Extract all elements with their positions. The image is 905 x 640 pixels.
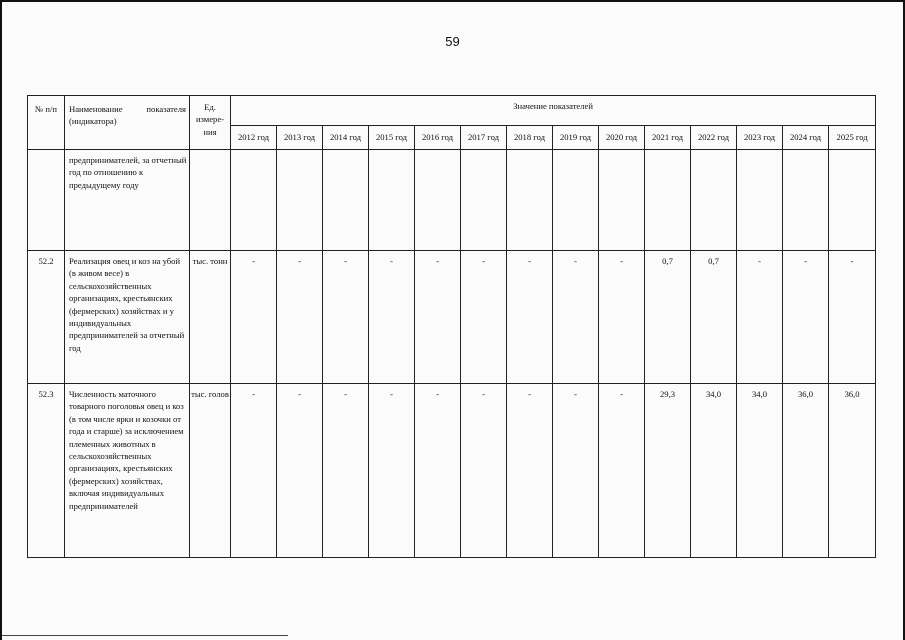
value-cell: - [553,251,599,384]
value-cell: 36,0 [783,384,829,558]
table-body [28,150,876,558]
header-year: 2016 год [415,126,461,150]
value-cell: - [323,251,369,384]
value-cell [599,150,645,251]
header-year: 2013 год [277,126,323,150]
header-year: 2017 год [461,126,507,150]
value-cell: - [415,251,461,384]
value-cell: - [415,384,461,558]
value-cell [323,150,369,251]
value-cell [783,150,829,251]
unit-cell [190,150,231,251]
value-cell: - [507,384,553,558]
value-cell [231,150,277,251]
value-cell: - [277,384,323,558]
value-cell [829,150,876,251]
value-cell: - [461,384,507,558]
header-year: 2018 год [507,126,553,150]
table-header [28,96,876,150]
row-number [28,150,65,251]
header-year: 2023 год [737,126,783,150]
indicator-name: Реализация овец и коз на убой (в живом весе) в сельскохозяйственных организациях, крестьянских (фермерских) хозяйствах и у индивидуальных предпринимателей за отчетный год [65,251,190,384]
header-year: 2021 год [645,126,691,150]
value-cell [737,150,783,251]
value-cell [369,150,415,251]
footnote-rule [2,635,288,636]
header-year: 2015 год [369,126,415,150]
indicators-table [27,95,876,558]
header-unit: Ед. измере-ния [190,96,231,150]
value-cell: - [737,251,783,384]
value-cell: 34,0 [737,384,783,558]
value-cell: - [369,251,415,384]
header-year: 2025 год [829,126,876,150]
value-cell: - [599,251,645,384]
header-year: 2019 год [553,126,599,150]
header-name: Наименование показателя (индикатора) [65,96,190,150]
value-cell: - [783,251,829,384]
header-year: 2024 год [783,126,829,150]
value-cell: 29,3 [645,384,691,558]
table-row [28,384,876,558]
value-cell: 0,7 [645,251,691,384]
header-year: 2020 год [599,126,645,150]
header-year: 2014 год [323,126,369,150]
scan-border-left [0,0,2,640]
indicator-name: Численность маточного товарного поголовья овец и коз (в том числе ярки и козочки от года и старше) за исключением племенных животных в сельскохозяйственных организациях, крестьянских (фермерских) хозяйствах, включая индивидуальных предпринимателей [65,384,190,558]
row-number: 52.2 [28,251,65,384]
value-cell: - [231,384,277,558]
value-cell: 34,0 [691,384,737,558]
header-values-group: Значение показателей [231,96,876,126]
header-year: 2022 год [691,126,737,150]
value-cell [553,150,599,251]
value-cell: - [461,251,507,384]
unit-cell: тыс. голов [190,384,231,558]
value-cell: 0,7 [691,251,737,384]
scan-border-top [0,0,905,2]
value-cell [507,150,553,251]
value-cell: - [231,251,277,384]
value-cell [645,150,691,251]
header-year: 2012 год [231,126,277,150]
value-cell: - [553,384,599,558]
indicator-name: предпринимателей, за отчетный год по отношению к предыдущему году [65,150,190,251]
row-number: 52.3 [28,384,65,558]
table-row [28,150,876,251]
value-cell: - [507,251,553,384]
header-num: № п/п [28,96,65,150]
value-cell: - [277,251,323,384]
value-cell: 36,0 [829,384,876,558]
value-cell [691,150,737,251]
value-cell: - [599,384,645,558]
value-cell: - [829,251,876,384]
value-cell [415,150,461,251]
value-cell [461,150,507,251]
page-number: 59 [445,34,460,49]
table-row [28,251,876,384]
unit-cell: тыс. тонн [190,251,231,384]
value-cell: - [369,384,415,558]
value-cell: - [323,384,369,558]
value-cell [277,150,323,251]
